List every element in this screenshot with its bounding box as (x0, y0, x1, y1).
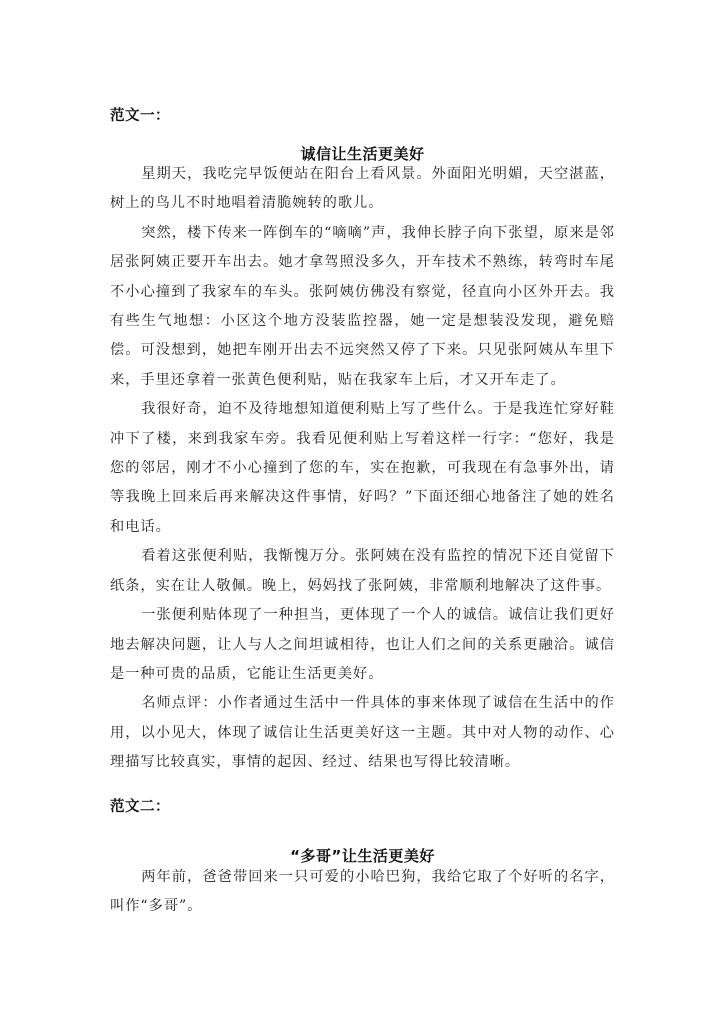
essay-2-title: “多哥”让生活更美好 (290, 847, 435, 865)
essay-1-body (110, 160, 615, 778)
essay-1-label: 范文一： (110, 108, 170, 124)
essay-1-paragraph: 看着这张便利贴，我惭愧万分。张阿姨在没有监控的情况下还自觉留下纸条，实在让人敬佩。晚上，妈妈找了张阿姨，非常顺利地解决了这件事。 (110, 548, 615, 594)
essay-1-teacher-comment: 名师点评：小作者通过生活中一件具体的事来体现了诚信在生活中的作用，以小见大，体现了诚信让生活更美好这一主题。其中对人物的动作、心理描写比较真实，事情的起因、经过、结果也写得比较清晰。 (110, 695, 615, 771)
essay-1-paragraph: 一张便利贴体现了一种担当，更体现了一个人的诚信。诚信让我们更好地去解决问题，让人与人之间坦诚相待，也让人们之间的关系更融洽。诚信是一种可贵的品质，它能让生活更美好。 (110, 607, 615, 682)
essay-2-body (110, 863, 615, 922)
essay-1-paragraph: 我很好奇，迫不及待地想知道便利贴上写了些什么。于是我连忙穿好鞋冲下了楼，来到我家车旁。我看见便利贴上写着这样一行字：“您好，我是您的邻居，刚才不小心撞到了您的车，实在抱歉，可我现在有急事外出，请等我晚上回来后再来解决这件事情，好吗？”下面还细心地备注了她的姓名和电话。 (110, 401, 615, 535)
essay-1-paragraph: 星期天，我吃完早饭便站在阳台上看风景。外面阳光明媚，天空湛蓝，树上的鸟儿不时地唱着清脆婉转的歌儿。 (110, 166, 615, 212)
essay-1-title: 诚信让生活更美好 (300, 145, 425, 163)
essay-1-paragraph: 突然，楼下传来一阵倒车的“嘀嘀”声，我伸长脖子向下张望，原来是邻居张阿姨正要开车出去。她才拿驾照没多久，开车技术不熟练，转弯时车尾不小心撞到了我家车的车头。张阿姨仿佛没有察觉，径直向小区外开去。我有些生气地想：小区这个地方没装监控器，她一定是想装没发现，避免赔偿。可没想到，她把车刚开出去不远突然又停了下来。只见张阿姨从车里下来，手里还拿着一张黄色便利贴，贴在我家车上后，才又开车走了。 (110, 224, 615, 388)
essay-2-label: 范文二： (110, 799, 170, 815)
essay-2-paragraph: 两年前，爸爸带回来一只可爱的小哈巴狗，我给它取了个好听的名字，叫作“多哥”。 (110, 869, 615, 915)
